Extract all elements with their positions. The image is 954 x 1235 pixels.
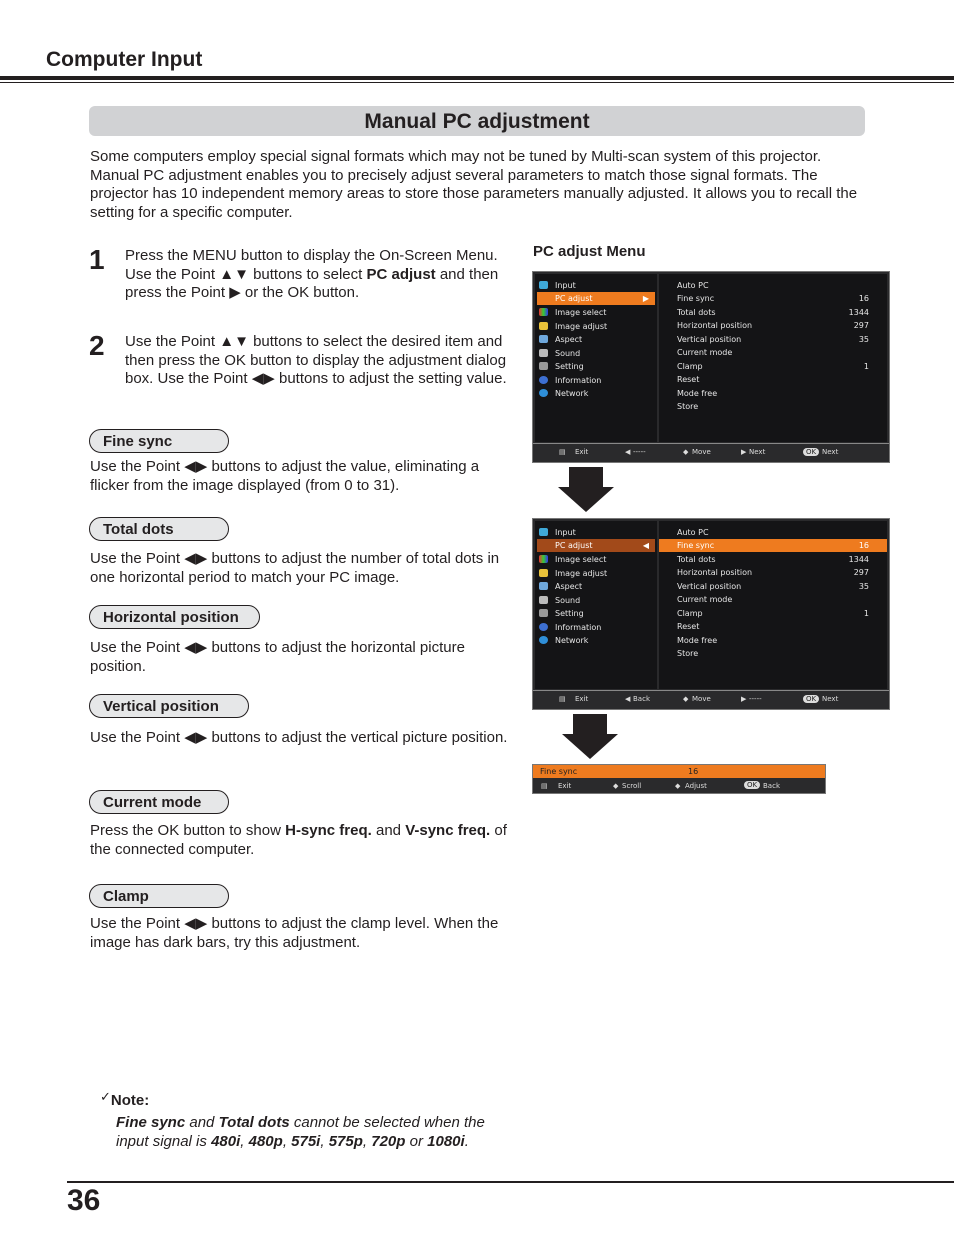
label-total-dots: Total dots	[89, 517, 229, 541]
osd-item-auto-pc: Auto PC	[677, 281, 709, 290]
osd-item-pc-adjust: PC adjust ▶	[537, 292, 655, 305]
osd-item-horizontal-position: Horizontal position 297	[677, 321, 869, 330]
osd-item-auto-pc: Auto PC	[677, 528, 709, 537]
image-select-icon	[539, 308, 548, 316]
osd-item-store: Store	[677, 402, 699, 411]
step-text-2: Use the Point ▲▼ buttons to select the desired item and then press the OK button to display the adjustment dialog box. Use the Point ◀▶ buttons to adjust the setting value.	[125, 333, 507, 388]
osd-item-setting: Setting	[555, 362, 584, 371]
label-clamp: Clamp	[89, 884, 229, 908]
osd-right-pane	[659, 521, 887, 689]
network-icon	[539, 636, 548, 644]
osd-left-pane	[535, 521, 657, 689]
dialog-guide-bar: ▤ Exit ◆ Scroll ◆ Adjust OK Back	[541, 781, 780, 790]
information-icon	[539, 376, 548, 384]
osd-item-mode-free: Mode free	[677, 389, 718, 398]
input-icon	[539, 528, 548, 536]
information-icon	[539, 623, 548, 631]
osd-item-setting: Setting	[555, 609, 584, 618]
ok-key-icon: OK	[803, 448, 819, 456]
image-adjust-icon	[539, 569, 548, 577]
osd-item-sound: Sound	[555, 596, 581, 605]
aspect-icon	[539, 582, 548, 590]
setting-icon	[539, 362, 548, 370]
osd-menu-1	[532, 271, 890, 463]
note-text: Fine sync and Total dots cannot be selected when the input signal is 480i, 480p, 575i, 575p, 720p or 1080i.	[116, 1114, 485, 1150]
osd-item-aspect: Aspect	[555, 335, 583, 344]
osd-item-image-select: Image select	[555, 555, 607, 564]
osd-item-clamp: Clamp 1	[677, 609, 869, 618]
osd-item-clamp: Clamp 1	[677, 362, 869, 371]
osd-item-mode-free: Mode free	[677, 636, 718, 645]
osd-item-input: Input	[555, 528, 576, 537]
intro-paragraph: Some computers employ special signal formats which may not be tuned by Multi-scan system of this projector. Manual PC adjustment enables you to precisely adjust several parameters to match those signal formats. The projector has 10 independent memory areas to store those parameters manually adjusted. It allows you to recall the setting for a specific computer.	[90, 148, 858, 221]
page-number: 36	[67, 1184, 101, 1217]
setting-icon	[539, 609, 548, 617]
page-banner: Manual PC adjustment	[89, 106, 865, 136]
osd-menu-2	[532, 518, 890, 710]
osd-item-current-mode: Current mode	[677, 348, 733, 357]
note-heading: ✓Note:	[100, 1089, 150, 1109]
menu-key-icon: ▤	[559, 695, 566, 703]
desc-fine-sync: Use the Point ◀▶ buttons to adjust the value, eliminating a flicker from the image displayed (from 0 to 31).	[90, 458, 480, 494]
osd-item-total-dots: Total dots 1344	[677, 308, 869, 317]
arrow-down-icon	[560, 714, 620, 760]
osd-item-current-mode: Current mode	[677, 595, 733, 604]
desc-vertical-position: Use the Point ◀▶ buttons to adjust the vertical picture position.	[90, 729, 508, 746]
osd-guide-bar: ▤ Exit ◀ ----- ◆ Move ▶ Next OK Next	[533, 443, 889, 462]
aspect-icon	[539, 335, 548, 343]
osd-item-store: Store	[677, 649, 699, 658]
menu-key-icon: ▤	[559, 448, 566, 456]
step-number-1: 1	[89, 244, 105, 275]
step-number-2: 2	[89, 330, 105, 361]
sound-icon	[539, 596, 548, 604]
osd-left-pane	[535, 274, 657, 442]
osd-item-pc-adjust: PC adjust ◀	[537, 539, 655, 552]
osd-item-fine-sync: Fine sync 16	[659, 539, 887, 552]
osd-item-reset: Reset	[677, 622, 700, 631]
label-horizontal-position: Horizontal position	[89, 605, 260, 629]
label-current-mode: Current mode	[89, 790, 229, 814]
arrow-down-icon	[556, 467, 616, 513]
header-rule	[0, 76, 954, 80]
osd-item-aspect: Aspect	[555, 582, 583, 591]
label-fine-sync: Fine sync	[89, 429, 229, 453]
osd-item-vertical-position: Vertical position 35	[677, 582, 869, 591]
osd-right-pane	[659, 274, 887, 442]
checkmark-icon: ✓	[100, 1089, 111, 1104]
osd-item-network: Network	[555, 389, 589, 398]
osd-guide-bar: ▤ Exit ◀ Back ◆ Move ▶ ----- OK Next	[533, 690, 889, 709]
footer-rule	[67, 1181, 954, 1183]
network-icon	[539, 389, 548, 397]
osd-item-total-dots: Total dots 1344	[677, 555, 869, 564]
osd-item-image-adjust: Image adjust	[555, 569, 608, 578]
osd-item-sound: Sound	[555, 349, 581, 358]
step-text-1: Press the MENU button to display the On-Screen Menu. Use the Point ▲▼ buttons to select PC adjust and then press the Point ▶ or the OK button.	[125, 247, 499, 302]
arrow-right-icon: ▶	[642, 294, 649, 303]
osd-item-image-select: Image select	[555, 308, 607, 317]
osd-item-fine-sync: Fine sync 16	[677, 294, 869, 303]
desc-total-dots: Use the Point ◀▶ buttons to adjust the number of total dots in one horizontal period to match your PC image.	[90, 550, 500, 586]
osd-item-vertical-position: Vertical position 35	[677, 335, 869, 344]
fine-sync-dialog	[532, 764, 826, 794]
desc-horizontal-position: Use the Point ◀▶ buttons to adjust the horizontal picture position.	[90, 639, 465, 675]
osd-item-reset: Reset	[677, 375, 700, 384]
label-vertical-position: Vertical position	[89, 694, 249, 718]
section-title: Computer Input	[46, 48, 203, 71]
osd-item-input: Input	[555, 281, 576, 290]
osd-item-image-adjust: Image adjust	[555, 322, 608, 331]
osd-item-network: Network	[555, 636, 589, 645]
sound-icon	[539, 349, 548, 357]
image-select-icon	[539, 555, 548, 563]
osd-item-information: Information	[555, 376, 602, 385]
desc-clamp: Use the Point ◀▶ buttons to adjust the clamp level. When the image has dark bars, try this adjustment.	[90, 915, 499, 951]
desc-current-mode: Press the OK button to show H-sync freq. and V-sync freq. of the connected computer.	[90, 822, 507, 858]
image-adjust-icon	[539, 322, 548, 330]
osd-item-horizontal-position: Horizontal position 297	[677, 568, 869, 577]
header-rule-thin	[0, 82, 954, 83]
input-icon	[539, 281, 548, 289]
pc-adjust-menu-heading: PC adjust Menu	[533, 243, 646, 260]
osd-item-information: Information	[555, 623, 602, 632]
ok-key-icon: OK	[744, 781, 760, 789]
ok-key-icon: OK	[803, 695, 819, 703]
arrow-left-icon: ◀	[642, 541, 649, 550]
menu-key-icon: ▤	[541, 782, 548, 790]
dialog-value-row: Fine sync 16	[533, 765, 825, 778]
